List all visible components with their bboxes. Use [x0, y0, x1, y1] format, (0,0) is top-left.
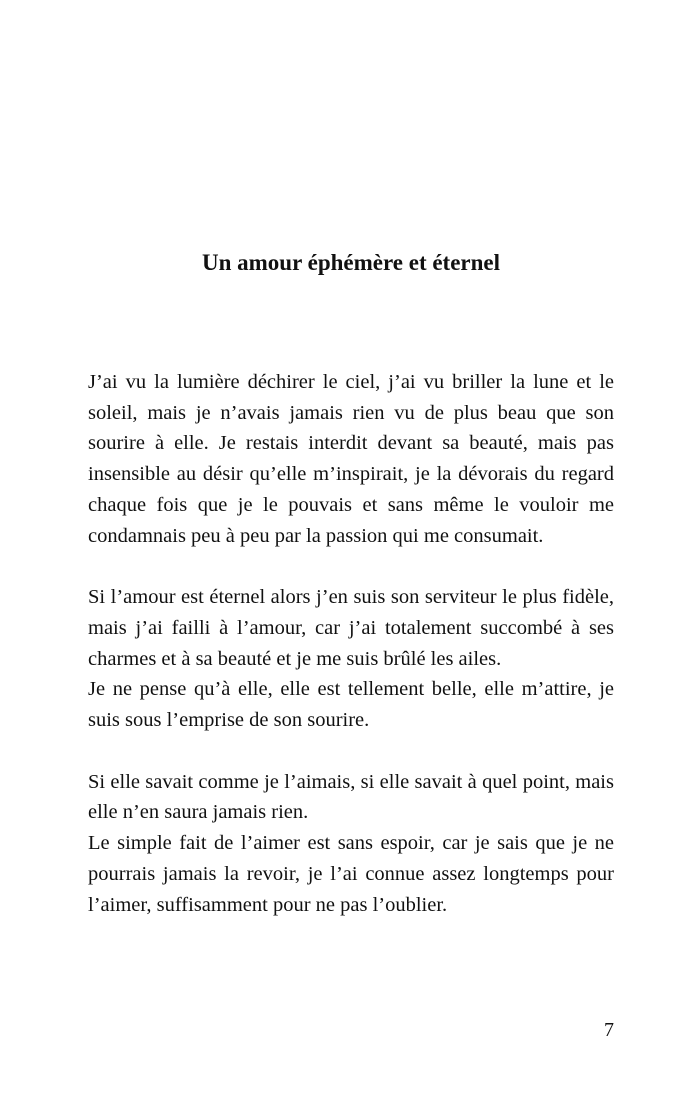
paragraph: Si elle savait comme je l’aimais, si elle savait à quel point, mais elle n’en saura jamais rien.: [88, 770, 614, 824]
poem-body: [88, 367, 614, 920]
chapter-title: Un amour éphémère et éternel: [201, 250, 501, 275]
paragraph: Si l’amour est éternel alors j’en suis son serviteur le plus fidèle, mais j’ai failli à l’amour, car j’ai totalement succombé à ses charmes et à sa beauté et je me suis brûlé les ailes.: [88, 586, 614, 670]
section-gap: [88, 551, 614, 582]
page-number: 7: [604, 1019, 614, 1041]
paragraph: Le simple fait de l’aimer est sans espoir, car je sais que je ne pourrais jamais la revoir, je l’ai connue assez longtemps pour l’aimer, suffisamment pour ne pas l’oublier.: [88, 832, 614, 916]
paragraph: Je ne pense qu’à elle, elle est tellement belle, elle m’attire, je suis sous l’emprise de son sourire.: [88, 678, 614, 732]
section-gap: [88, 736, 614, 767]
paragraph: J’ai vu la lumière déchirer le ciel, j’ai vu briller la lune et le soleil, mais je n’avais jamais rien vu de plus beau que son sourire à elle. Je restais interdit devant sa beauté, mais pas insensible au désir qu’elle m’inspirait, je la dévorais du regard chaque fois que je le pouvais et sans même le vouloir me condamnais peu à peu par la passion qui me consumait.: [88, 371, 614, 547]
